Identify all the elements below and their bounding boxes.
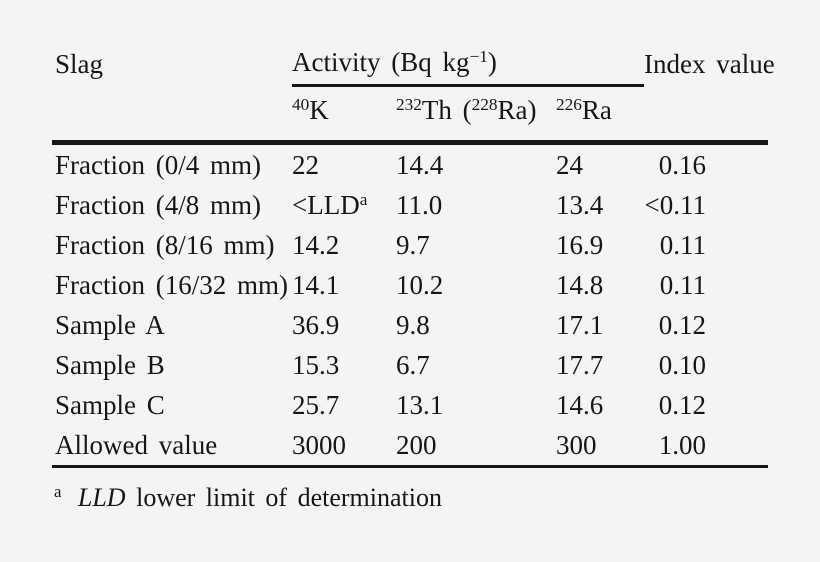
row-label: Fraction (8/16 mm) (55, 230, 275, 260)
table-row (52, 385, 768, 425)
column-header-k40: $^{40}$K (292, 86, 396, 143)
value-cell: 15.3 (292, 350, 340, 380)
row-label: Sample C (55, 390, 165, 420)
column-header-slag: Slag (55, 48, 104, 79)
column-header-ra226: $^{226}$Ra (556, 86, 644, 143)
value-cell: 11.0 (396, 190, 443, 220)
header-spacer-cell (644, 86, 768, 143)
row-label: Sample B (55, 350, 165, 380)
row-label: Fraction (0/4 mm) (55, 150, 261, 180)
value-cell: <0.11 (644, 190, 707, 220)
table-footnote: $^a$ LLD lower limit of determination (54, 481, 442, 512)
row-label: Sample A (55, 310, 165, 340)
value-cell: 13.4 (556, 190, 604, 220)
table-row (52, 305, 768, 345)
value-cell: 14.6 (556, 390, 604, 420)
value-cell: 24 (556, 150, 583, 180)
value-cell: 14.2 (292, 230, 340, 260)
value-cell: 13.1 (396, 390, 444, 420)
column-header-th232: $^{232}$Th ($^{228}$Ra) (396, 86, 556, 143)
table-row (52, 225, 768, 265)
table-body (52, 143, 768, 467)
row-label: Allowed value (52, 425, 292, 467)
value-cell: 14.8 (556, 270, 604, 300)
value-cell: 36.9 (292, 310, 340, 340)
table-row (52, 265, 768, 305)
row-label: Fraction (4/8 mm) (55, 190, 261, 220)
value-cell: 22 (292, 150, 319, 180)
value-cell: 200 (396, 425, 556, 467)
value-cell: 9.7 (396, 230, 430, 260)
header-row-isotopes (52, 86, 768, 143)
value-cell: 0.11 (659, 230, 707, 260)
value-cell: 3000 (292, 425, 396, 467)
header-row-top (52, 30, 768, 86)
value-cell: 14.4 (396, 150, 444, 180)
table-row (52, 425, 768, 467)
header-spacer-cell (52, 86, 292, 143)
table-row (52, 185, 768, 225)
value-cell: 9.8 (396, 310, 430, 340)
row-label: Fraction (16/32 mm) (55, 270, 288, 300)
value-cell: 300 (556, 425, 644, 467)
value-cell: 16.9 (556, 230, 604, 260)
table-row (52, 345, 768, 385)
value-cell: 0.11 (659, 270, 707, 300)
slag-activity-table (52, 30, 775, 468)
value-cell: 0.10 (658, 350, 707, 380)
value-cell: 25.7 (292, 390, 340, 420)
value-cell: 10.2 (396, 270, 444, 300)
value-cell: 6.7 (396, 350, 430, 380)
value-cell: 17.1 (556, 310, 604, 340)
value-cell: 1.00 (644, 425, 768, 467)
table-row (52, 143, 768, 186)
paper-table-figure (0, 30, 820, 562)
value-cell: 0.12 (658, 390, 707, 420)
column-group-header-activity: Activity (Bq $kg^{-1}$) (292, 30, 644, 86)
value-cell: 14.1 (292, 270, 340, 300)
value-cell: 0.12 (658, 310, 707, 340)
column-header-index-value: Index value (644, 48, 775, 79)
value-cell: $<LLD^a$ (292, 189, 368, 220)
value-cell: 0.16 (658, 150, 707, 180)
value-cell: 17.7 (556, 350, 604, 380)
